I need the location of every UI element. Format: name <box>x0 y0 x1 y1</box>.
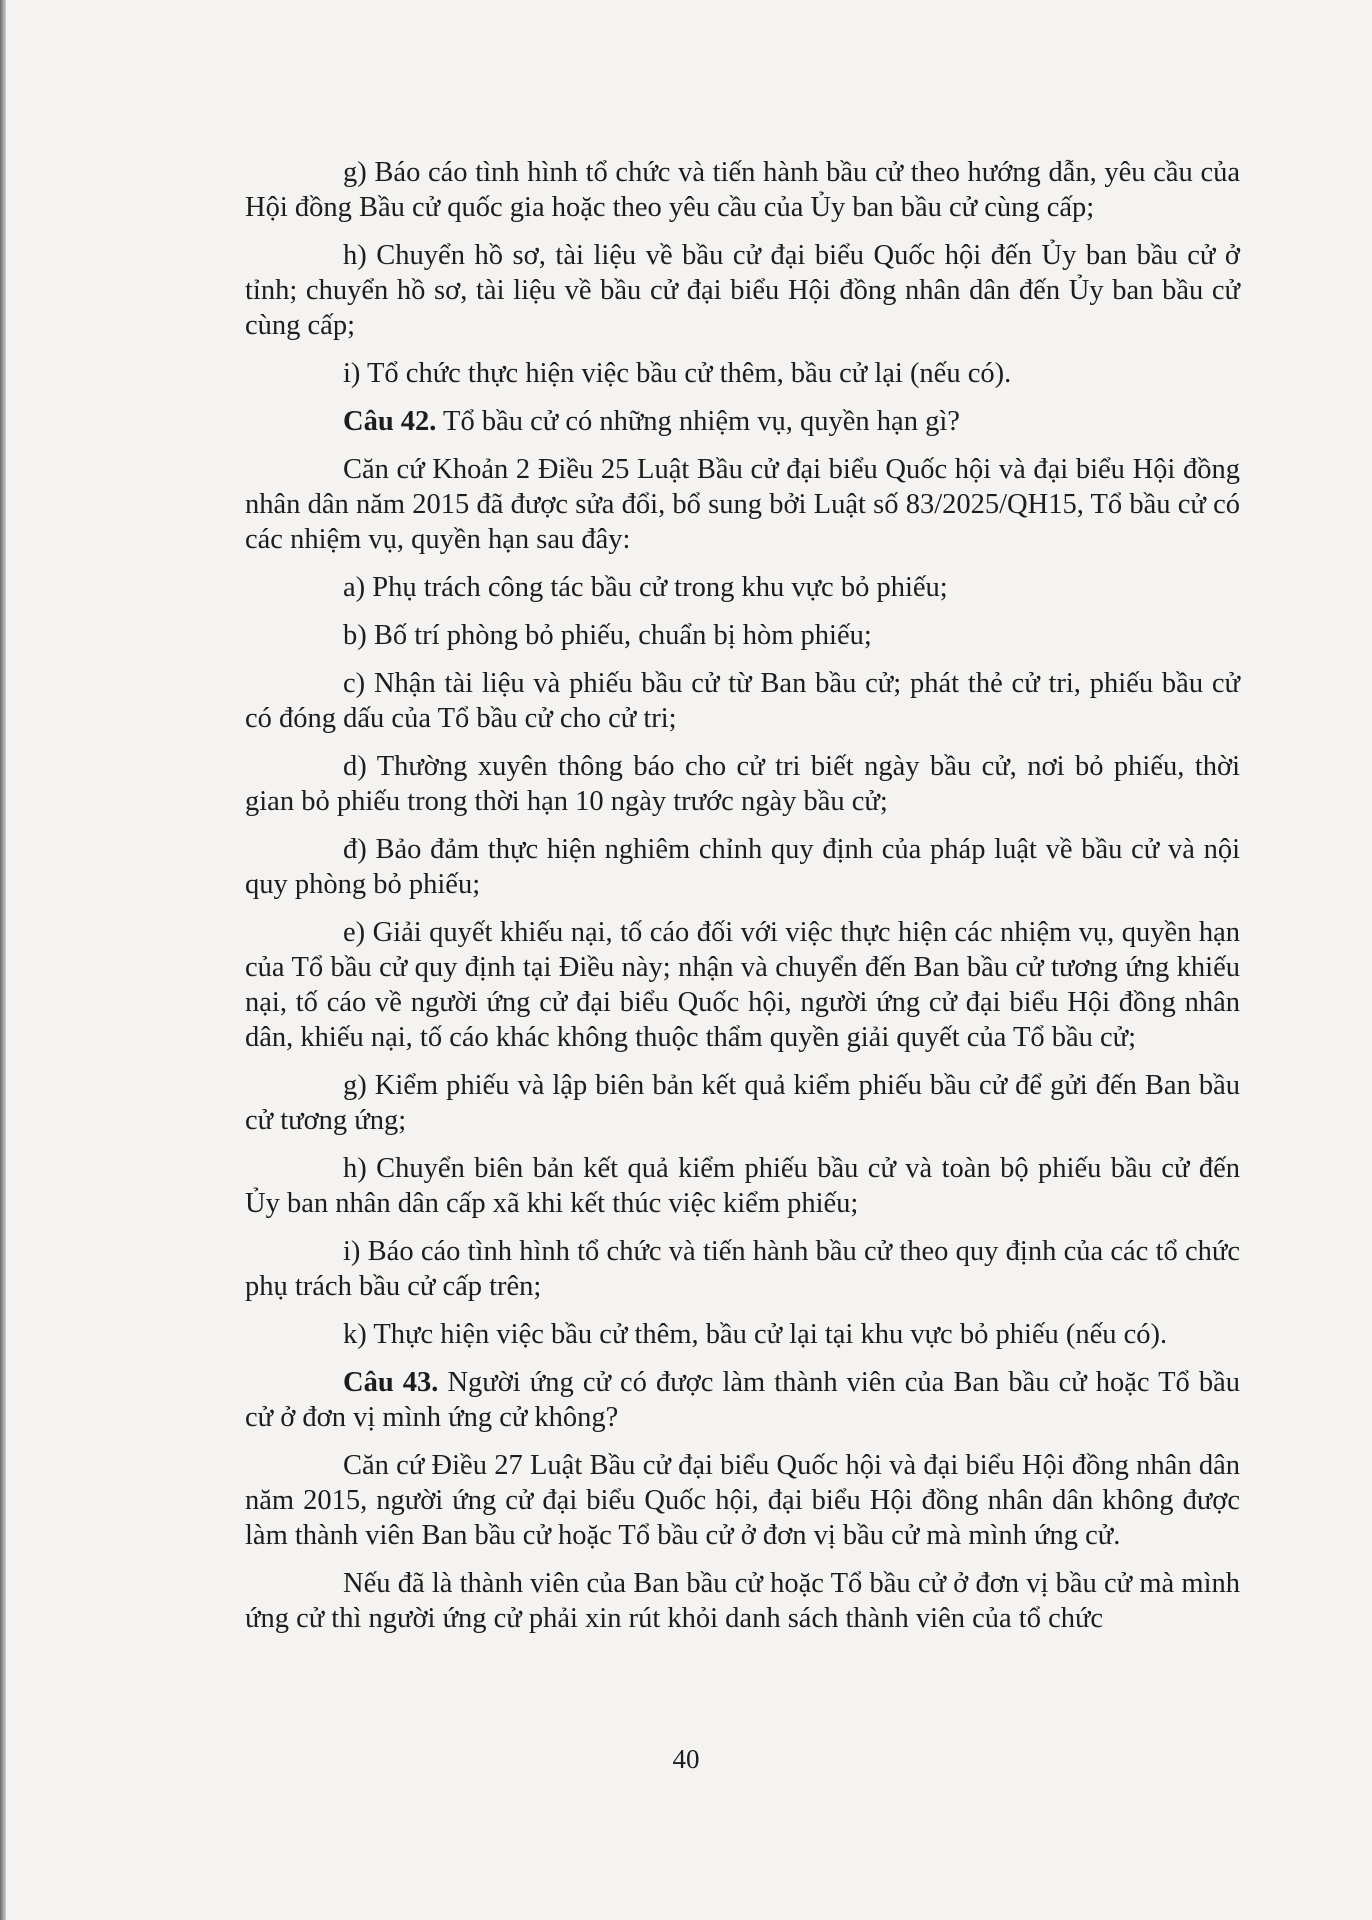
answer-42-item-a: a) Phụ trách công tác bầu cử trong khu vực bỏ phiếu; <box>343 572 948 603</box>
question-43: Câu 43. Người ứng cử có được làm thành viên của Ban bầu cử hoặc Tổ bầu cử ở đơn vị mình ứng cử không? <box>245 1367 1240 1433</box>
paragraph-h-transfer-records: h) Chuyển hồ sơ, tài liệu về bầu cử đại biểu Quốc hội đến Ủy ban bầu cử ở tỉnh; chuyển hồ sơ, tài liệu về bầu cử đại biểu Hội đồng nhân dân đến Ủy ban bầu cử cùng cấp; <box>245 240 1240 341</box>
document-body <box>245 155 1240 1649</box>
answer-43-paragraph-1: Căn cứ Điều 27 Luật Bầu cử đại biểu Quốc hội và đại biểu Hội đồng nhân dân năm 2015, người ứng cử đại biểu Quốc hội, đại biểu Hội đồng nhân dân không được làm thành viên Ban bầu cử hoặc Tổ bầu cử ở đơn vị bầu cử mà mình ứng cử. <box>245 1450 1240 1551</box>
answer-42-item-h: h) Chuyển biên bản kết quả kiểm phiếu bầu cử và toàn bộ phiếu bầu cử đến Ủy ban nhân dân cấp xã khi kết thúc việc kiểm phiếu; <box>245 1153 1240 1219</box>
answer-43-paragraph-2: Nếu đã là thành viên của Ban bầu cử hoặc Tổ bầu cử ở đơn vị bầu cử mà mình ứng cử thì người ứng cử phải xin rút khỏi danh sách thành viên của tổ chức <box>245 1568 1240 1634</box>
paragraph-g-report: g) Báo cáo tình hình tổ chức và tiến hành bầu cử theo hướng dẫn, yêu cầu của Hội đồng Bầu cử quốc gia hoặc theo yêu cầu của Ủy ban bầu cử cùng cấp; <box>245 157 1240 223</box>
answer-42-item-g: g) Kiểm phiếu và lập biên bản kết quả kiểm phiếu bầu cử để gửi đến Ban bầu cử tương ứng; <box>245 1070 1240 1136</box>
answer-42-intro: Căn cứ Khoản 2 Điều 25 Luật Bầu cử đại biểu Quốc hội và đại biểu Hội đồng nhân dân năm 2015 đã được sửa đổi, bổ sung bởi Luật số 83/2025/QH15, Tổ bầu cử có các nhiệm vụ, quyền hạn sau đây: <box>245 454 1240 555</box>
question-42: Câu 42. Tổ bầu cử có những nhiệm vụ, quyền hạn gì? <box>343 406 960 437</box>
page-number: 40 <box>672 1744 700 1774</box>
paragraph-i-additional-election: i) Tổ chức thực hiện việc bầu cử thêm, bầu cử lại (nếu có). <box>343 358 1012 389</box>
answer-42-item-c: c) Nhận tài liệu và phiếu bầu cử từ Ban bầu cử; phát thẻ cử tri, phiếu bầu cử có đóng dấu của Tổ bầu cử cho cử tri; <box>245 668 1240 734</box>
answer-42-item-e: e) Giải quyết khiếu nại, tố cáo đối với việc thực hiện các nhiệm vụ, quyền hạn của Tổ bầu cử quy định tại Điều này; nhận và chuyển đến Ban bầu cử tương ứng khiếu nại, tố cáo về người ứng cử đại biểu Quốc hội, người ứng cử đại biểu Hội đồng nhân dân, khiếu nại, tố cáo khác không thuộc thẩm quyền giải quyết của Tổ bầu cử; <box>245 917 1240 1053</box>
answer-42-item-dd: đ) Bảo đảm thực hiện nghiêm chỉnh quy định của pháp luật về bầu cử và nội quy phòng bỏ phiếu; <box>245 834 1240 900</box>
question-43-label: Câu 43. <box>343 1367 439 1398</box>
answer-42-item-i: i) Báo cáo tình hình tổ chức và tiến hành bầu cử theo quy định của các tổ chức phụ trách bầu cử cấp trên; <box>245 1236 1240 1302</box>
answer-42-item-d: d) Thường xuyên thông báo cho cử tri biết ngày bầu cử, nơi bỏ phiếu, thời gian bỏ phiếu trong thời hạn 10 ngày trước ngày bầu cử; <box>245 751 1240 817</box>
answer-42-item-k: k) Thực hiện việc bầu cử thêm, bầu cử lại tại khu vực bỏ phiếu (nếu có). <box>343 1319 1168 1350</box>
answer-42-item-b: b) Bố trí phòng bỏ phiếu, chuẩn bị hòm phiếu; <box>343 620 872 651</box>
question-42-label: Câu 42. <box>343 406 437 437</box>
